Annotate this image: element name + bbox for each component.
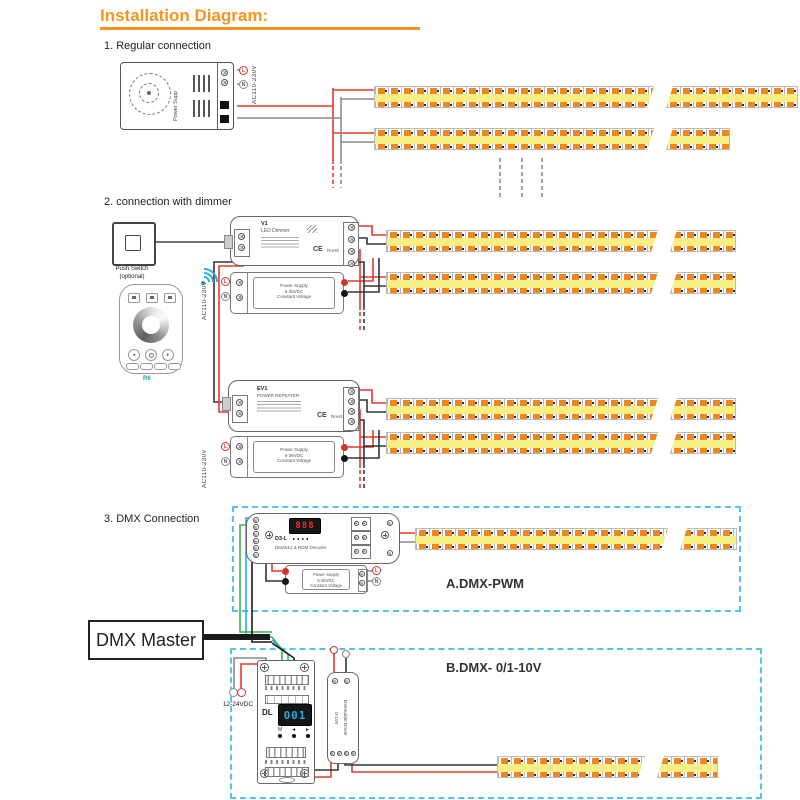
output-pair-block — [351, 517, 371, 531]
screw-terminal — [236, 443, 243, 450]
led-dimmer-v1 — [230, 216, 359, 266]
power-supply-small — [230, 272, 344, 314]
mounting-screw-icon — [265, 531, 273, 539]
psu-line3: Constant Voltage — [310, 583, 342, 588]
vent-slots — [193, 75, 211, 92]
remote-control — [119, 284, 183, 374]
screw-terminal — [348, 236, 355, 243]
terminal-l-ring: L — [221, 277, 230, 286]
remote-left-button: ◂ — [128, 349, 140, 361]
screw-terminal — [253, 517, 259, 523]
dc-terminal-ring — [237, 688, 246, 697]
screw-terminal — [253, 538, 259, 544]
vminus-terminal — [341, 455, 348, 462]
dip-switch-row — [266, 747, 306, 758]
dmx-pwm-label: A.DMX-PWM — [446, 576, 524, 591]
terminal-row — [265, 760, 307, 764]
screw-terminal — [238, 233, 245, 240]
terminal-row — [265, 675, 309, 685]
screw-terminal — [253, 545, 259, 551]
power-repeater-ev1 — [228, 380, 360, 432]
psu-text-panel — [253, 277, 335, 309]
input-connector — [222, 397, 231, 411]
screw-terminal — [362, 535, 367, 540]
dmx-decoder-d3l — [246, 513, 400, 564]
mounting-screw-icon — [300, 663, 309, 672]
push-switch-sublabel: (optional) — [119, 274, 145, 280]
device-name: POWER REPEATER — [257, 393, 300, 398]
ac-voltage-label: AC110-230V — [252, 65, 258, 104]
screw-terminal — [221, 79, 228, 86]
dc-output-terminal — [220, 101, 229, 109]
input-terminal-block — [232, 395, 248, 423]
remote-zone-button — [146, 293, 158, 303]
terminal-n-ring: N — [239, 80, 248, 89]
screw-terminal — [236, 410, 243, 417]
screw-terminal — [238, 244, 245, 251]
screw-terminal — [387, 550, 393, 556]
screw-terminal — [348, 408, 355, 415]
screw-terminal — [330, 751, 335, 756]
remote-preset-button — [126, 363, 139, 370]
psu-line1: Power Supply — [313, 572, 339, 577]
psu-line2: 5-36VDC — [317, 577, 335, 583]
screw-terminal — [253, 524, 259, 530]
screw-terminal — [236, 279, 243, 286]
remote-preset-button — [140, 363, 153, 370]
screw-terminal — [348, 260, 355, 267]
vplus-terminal — [282, 568, 289, 575]
remote-model-label: R6 — [143, 376, 151, 382]
remote-center-button — [145, 349, 157, 361]
label-strip — [265, 695, 309, 704]
screw-terminal — [348, 224, 355, 231]
vplus-terminal — [341, 444, 348, 451]
right-button-label: ► — [305, 727, 310, 733]
vent-slots — [193, 100, 211, 117]
mounting-screw-icon — [260, 663, 269, 672]
screw-terminal — [359, 571, 365, 577]
psu-line2: 5-36VDC — [284, 288, 304, 294]
wire-gray-dashed — [341, 158, 542, 200]
terminal-n-ring: N — [221, 457, 230, 466]
screw-terminal — [359, 580, 365, 586]
driver-name-line1: 0-10V — [333, 711, 338, 725]
ac-voltage-label: AC110-230V — [202, 449, 208, 488]
vminus-terminal — [282, 578, 289, 585]
psu-text-panel — [253, 441, 335, 473]
wire-end-ring — [342, 650, 350, 658]
output-pair-block — [351, 531, 371, 545]
ac-voltage-label: AC110-230V — [202, 281, 208, 320]
psu-line2: 5-36VDC — [284, 452, 304, 458]
left-button-label: ◄ — [291, 727, 297, 733]
rohs-mark: RoHS — [327, 248, 340, 253]
power-supply-unit — [120, 62, 234, 130]
screw-terminal — [348, 248, 355, 255]
push-switch-button — [125, 235, 141, 251]
section-3-heading: 3. DMX Connection — [104, 513, 200, 525]
terminal-row — [265, 767, 309, 777]
dmx-address-display: 888 — [289, 518, 321, 534]
spec-text-lines — [261, 237, 299, 250]
psu-text-panel — [302, 569, 350, 590]
psu-line1: Power Supply — [280, 283, 308, 288]
spec-text-lines — [257, 401, 301, 414]
remote-right-button: ▸ — [162, 349, 174, 361]
antenna-icon — [307, 225, 317, 233]
psu-side-label: Power Supp — [173, 91, 179, 121]
dmx-010v-label: B.DMX- 0/1-10V — [446, 660, 542, 675]
remote-center-glyph — [149, 353, 154, 358]
device-name: DMX512 & RDM Decoder — [275, 545, 327, 550]
screw-terminal — [351, 751, 356, 756]
button-labels — [278, 727, 310, 733]
device-model: EV1 — [257, 386, 268, 392]
screw-terminal — [354, 549, 359, 554]
ce-mark: CE — [317, 412, 327, 419]
input-connector — [224, 235, 233, 249]
screw-terminal — [253, 552, 259, 558]
button-dots — [293, 538, 309, 540]
dmx-master-box — [88, 620, 204, 660]
vminus-terminal — [341, 290, 348, 297]
screw-terminal — [337, 751, 342, 756]
right-button — [306, 734, 310, 738]
screw-terminal — [348, 418, 355, 425]
power-supply-small — [285, 565, 367, 594]
screw-terminal — [348, 388, 355, 395]
section-1-heading: 1. Regular connection — [104, 40, 212, 52]
device-model: V1 — [261, 221, 268, 227]
terminal-l-ring: L — [221, 442, 230, 451]
device-model: DL — [262, 708, 273, 717]
terminal-l-ring: L — [372, 566, 381, 575]
dmx-master-label: DMX Master — [95, 629, 196, 650]
screw-terminal — [354, 535, 359, 540]
screw-terminal — [362, 549, 367, 554]
screw-terminal — [236, 399, 243, 406]
button-row — [278, 734, 310, 738]
dimmable-driver — [327, 672, 359, 764]
vplus-terminal — [341, 279, 348, 286]
dmx-address-display: 001 — [278, 704, 312, 726]
push-switch-label: Push Switch — [115, 266, 149, 272]
screw-terminal — [344, 751, 349, 756]
psu-line1: Power Supply — [280, 447, 308, 452]
fan-hub — [147, 91, 151, 95]
power-supply-small — [230, 436, 344, 478]
device-name: LED Dimmer — [261, 228, 290, 234]
terminal-divider — [247, 273, 248, 313]
terminal-row — [265, 686, 307, 690]
terminal-n-ring: N — [372, 577, 381, 586]
terminal-l-ring: L — [239, 66, 248, 75]
page-title: Installation Diagram: — [100, 6, 269, 25]
screw-terminal — [236, 294, 243, 301]
mounting-screw-icon — [381, 531, 389, 539]
remote-dial — [133, 307, 169, 343]
terminal-divider — [247, 437, 248, 477]
fan-icon — [129, 73, 171, 115]
terminal-n-ring: N — [221, 292, 230, 301]
dc-output-terminal — [220, 115, 229, 123]
driver-name — [331, 689, 353, 747]
remote-zone-button — [128, 293, 140, 303]
screw-terminal — [354, 521, 359, 526]
ce-mark: CE — [313, 246, 323, 253]
screw-terminal — [253, 531, 259, 537]
terminal-divider — [217, 63, 218, 129]
left-button — [292, 734, 296, 738]
device-model: D3-L — [275, 536, 288, 542]
driver-name-line2: Dimmable Driver — [342, 700, 347, 736]
screw-terminal — [236, 458, 243, 465]
screw-terminal — [387, 520, 393, 526]
section-2-heading: 2. connection with dimmer — [104, 196, 232, 208]
screw-terminal — [362, 521, 367, 526]
dc-voltage-label: 12-24VDC — [222, 701, 254, 708]
din-dmx-decoder-dl — [257, 660, 315, 784]
psu-line3: Constant Voltage — [276, 458, 312, 463]
wire-end-ring — [330, 646, 338, 654]
screw-terminal — [221, 69, 228, 76]
input-terminal-block — [234, 229, 250, 257]
remote-preset-button — [154, 363, 167, 370]
menu-button — [278, 734, 282, 738]
push-switch — [112, 222, 156, 266]
remote-zone-button — [164, 293, 176, 303]
remote-preset-button — [168, 363, 181, 370]
screw-terminal — [348, 398, 355, 405]
psu-line3: Constant Voltage — [276, 294, 312, 299]
cable-slot — [279, 777, 295, 783]
menu-button-label: M — [278, 727, 283, 733]
rohs-mark: RoHS — [331, 414, 344, 419]
screw-terminal — [344, 678, 350, 684]
output-pair-block — [351, 545, 371, 559]
screw-terminal — [332, 678, 338, 684]
